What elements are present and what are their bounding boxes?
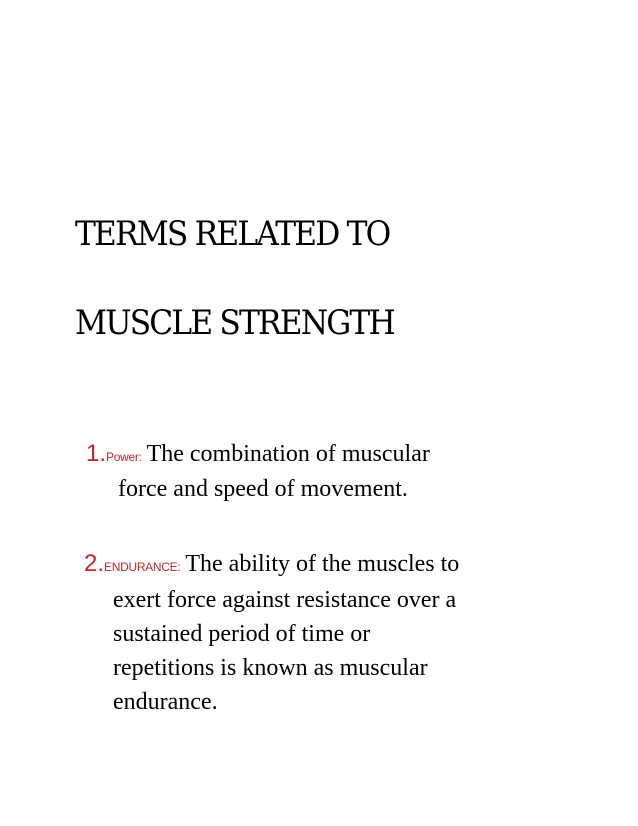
term-definition-line: exert force against resistance over a xyxy=(113,587,457,613)
title-line-1: TERMS RELATED TO xyxy=(75,214,390,254)
term-power xyxy=(86,438,556,505)
title-line-2: MUSCLE STRENGTH xyxy=(75,303,394,343)
term-definition-line: force and speed of movement. xyxy=(118,476,408,502)
term-definition-line: repetitions is known as muscular xyxy=(113,655,428,681)
term-label: ENDURANCE: xyxy=(104,560,181,574)
term-endurance xyxy=(84,548,574,719)
term-number: 2. xyxy=(84,550,105,577)
term-label: Power: xyxy=(106,450,142,464)
term-definition-line: endurance. xyxy=(113,689,218,715)
term-definition-line: sustained period of time or xyxy=(113,621,371,647)
term-number: 1. xyxy=(86,440,107,467)
term-definition-first-line: The ability of the muscles to xyxy=(185,551,460,577)
term-definition-first-line: The combination of muscular xyxy=(146,441,430,467)
